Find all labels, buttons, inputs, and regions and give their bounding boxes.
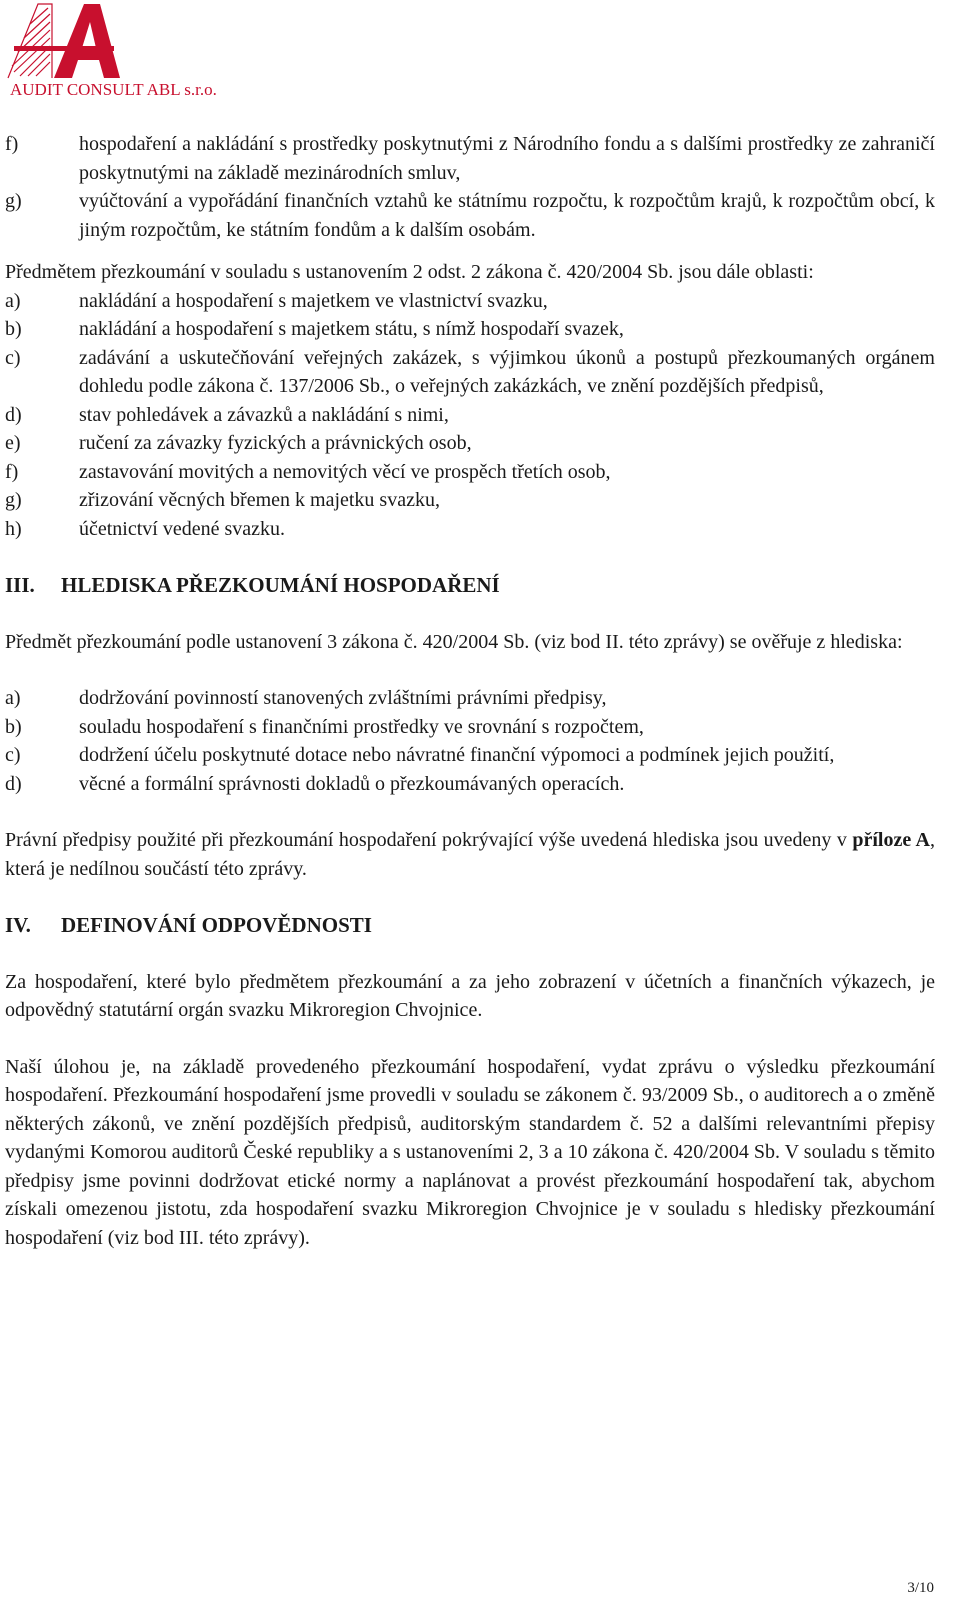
page-number: 3/10: [907, 1580, 934, 1596]
list-item: e) ručení za závazky fyzických a právnických osob,: [5, 432, 472, 454]
section-heading-iii: III. HLEDISKA PŘEZKOUMÁNÍ HOSPODAŘENÍ: [5, 573, 500, 597]
list-item: b) souladu hospodaření s finančními prostředky ve srovnání s rozpočtem,: [5, 715, 644, 738]
paragraph-section3-intro: Předmět přezkoumání podle ustanovení 3 zákona č. 420/2004 Sb. (viz bod II. této zprávy) se ověřuje z hlediska:: [5, 630, 903, 653]
list-item: c) zadávání a uskutečňování veřejných zakázek, s výjimkou úkonů a postupů přezkoumaných orgánem dohledu podle zákona č. 137/2006 Sb., o veřejných zakázkách, ve znění pozdějších předpisů,: [5, 346, 935, 397]
list-item: f) hospodaření a nakládání s prostředky poskytnutými z Národního fondu a s dalšími prostředky ze zahraničí poskytnutými na základě mezinárodních smluv,: [5, 133, 935, 184]
section-heading-iv: IV. DEFINOVÁNÍ ODPOVĚDNOSTI: [5, 913, 372, 937]
list-item: a) dodržování povinností stanovených zvláštními právními předpisy,: [5, 687, 607, 709]
document-body: [5, 130, 935, 1252]
list-item: d) stav pohledávek a závazků a nakládání s nimi,: [5, 403, 449, 426]
list-item: h) účetnictví vedené svazku.: [5, 517, 286, 540]
list-item: b) nakládání a hospodaření s majetkem státu, s nímž hospodaří svazek,: [5, 318, 624, 340]
list-item: g) zřizování věcných břemen k majetku svazku,: [5, 489, 440, 511]
list-item: a) nakládání a hospodaření s majetkem ve vlastnictví svazku,: [5, 289, 548, 312]
company-logo: [4, 0, 244, 104]
list-item: g) vyúčtování a vypořádání finančních vztahů ke státnímu rozpočtu, k rozpočtům krajů, k rozpočtům obcí, k jiným rozpočtům, ke státním fondům a k dalším osobám.: [5, 190, 935, 241]
paragraph-task: Naší úlohou je, na základě provedeného přezkoumání hospodaření, vydat zprávu o výsledku přezkoumání hospodaření. Přezkoumání hospodaření jsme provedli v souladu se zákonem č. 93/2009 Sb., o auditorech a o změně některých zákonů, ve znění pozdějších předpisů, auditorským standardem č. 52 a dalšími relevantními přepisy vydanými Komorou auditorů České republiky a s ustanoveními 2, 3 a 10 zákona č. 420/2004 Sb. V souladu s těmito předpisy jsme povinni dodržovat etické normy a naplánovat a provést přezkoumání hospodaření tak, abychom získali omezenou jistotu, zda hospodaření svazku Mikroregion Chvojnice je v souladu s hledisky přezkoumání hospodaření (viz bod III. této zprávy).: [5, 1055, 935, 1249]
paragraph-legal: Právní předpisy použité při přezkoumání hospodaření pokrývající výše uvedená hlediska jsou uvedeny v příloze A, která je nedílnou součástí této zprávy.: [5, 829, 935, 880]
list-item: c) dodržení účelu poskytnuté dotace nebo návratné finanční výpomoci a podmínek jejich použití,: [5, 744, 835, 766]
company-name: AUDIT CONSULT ABL s.r.o.: [10, 80, 217, 99]
aa-logo-icon: [4, 0, 124, 80]
list-item: f) zastavování movitých a nemovitých věcí ve prospěch třetích osob,: [5, 460, 611, 483]
annex-reference: příloze A: [852, 829, 930, 851]
paragraph-responsibility: Za hospodaření, které bylo předmětem přezkoumání a za jeho zobrazení v účetních a finančních výkazech, je odpovědný statutární orgán svazku Mikroregion Chvojnice.: [5, 970, 935, 1021]
list-item: d) věcné a formální správnosti dokladů o přezkoumávaných operacích.: [5, 772, 625, 795]
paragraph-subject: Předmětem přezkoumání v souladu s ustanovením 2 odst. 2 zákona č. 420/2004 Sb. jsou dále oblasti:: [5, 261, 814, 283]
